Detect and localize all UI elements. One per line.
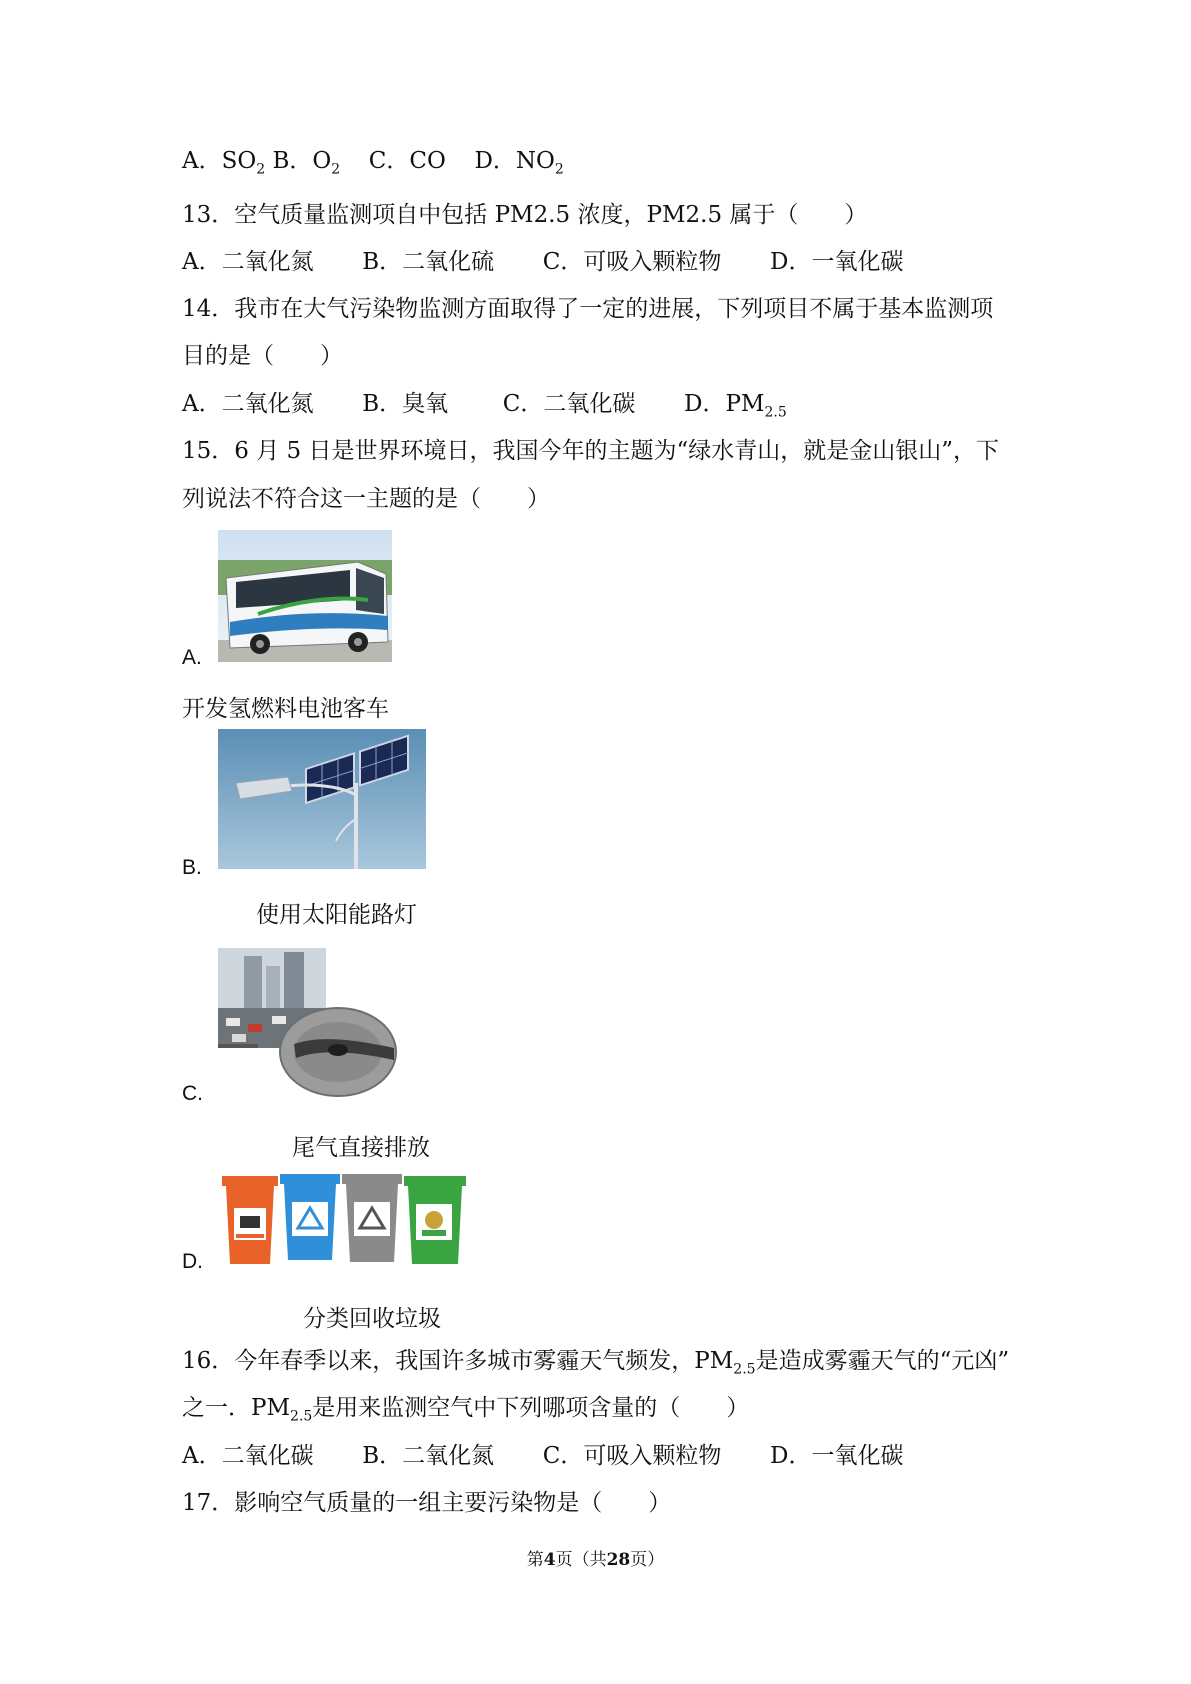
q15-option-d-label: D. [182,1250,203,1273]
q17-stem: 17．影响空气质量的一组主要污染物是（ ） [182,1490,672,1516]
q15-option-a-caption: 开发氢燃料电池客车 [182,696,389,722]
q12-option-c: C．CO [368,148,446,174]
q16-option-d: D．一氧化碳 [770,1443,904,1469]
q13-option-a: A．二氧化氮 [182,249,314,275]
q15-option-a-label: A. [182,646,202,669]
q14-option-b: B．臭氧 [362,391,449,417]
q14-option-c: C．二氧化碳 [502,391,636,417]
q14-option-d: D．$PM_{2.5}$ [684,391,787,421]
recycling-bins-image [218,1168,470,1272]
q13-option-c: C．可吸入颗粒物 [542,249,722,275]
q14-stem-line1: 14．我市在大气污染物监测方面取得了一定的进展，下列项目不属于基本监测项 [182,296,994,322]
q15-option-b-caption: 使用太阳能路灯 [256,902,417,928]
q16-stem-line1: 16．今年春季以来，我国许多城市雾霾天气频发，$PM_{2.5}$是造成雾霾天气的“元凶” [182,1348,1010,1378]
q16-option-c: C．可吸入颗粒物 [542,1443,722,1469]
q13-option-b: B．二氧化硫 [362,249,495,275]
q15-option-c-label: C. [182,1082,203,1105]
q16-stem-line2: 之一．$PM_{2.5}$是用来监测空气中下列哪项含量的（ ） [182,1395,750,1425]
q13-option-d: D．一氧化碳 [770,249,904,275]
q15-stem-line2: 列说法不符合这一主题的是（ ） [182,486,550,512]
q15-option-b-label: B. [182,856,202,879]
q14-option-a: A．二氧化氮 [182,391,314,417]
q15-option-c-caption: 尾气直接排放 [292,1135,430,1161]
q12-options [182,146,564,185]
q16-options [182,1441,903,1471]
q16-option-b: B．二氧化氮 [362,1443,495,1469]
q13-options [182,247,903,277]
q15-stem-line1: 15．6 月 5 日是世界环境日，我国今年的主题为“绿水青山，就是金山银山”，下 [182,438,999,464]
solar-streetlight-image [218,729,426,869]
q12-option-a: A．$SO_2$ [182,148,266,178]
exhaust-traffic-image [218,948,398,1098]
q16-option-a: A．二氧化碳 [182,1443,314,1469]
q14-options [182,389,787,428]
q13-stem: 13．空气质量监测项自中包括 PM2.5 浓度，PM2.5 属于（ ） [182,202,868,228]
q15-option-d-caption: 分类回收垃圾 [303,1306,441,1332]
page-footer: 第4页（共28页） [526,1550,665,1570]
q14-stem-line2: 目的是（ ） [182,343,343,369]
q12-option-b: B．$O_2$ [272,148,341,178]
q12-option-d: D．$NO_2$ [474,148,564,178]
bus-image [218,530,392,662]
